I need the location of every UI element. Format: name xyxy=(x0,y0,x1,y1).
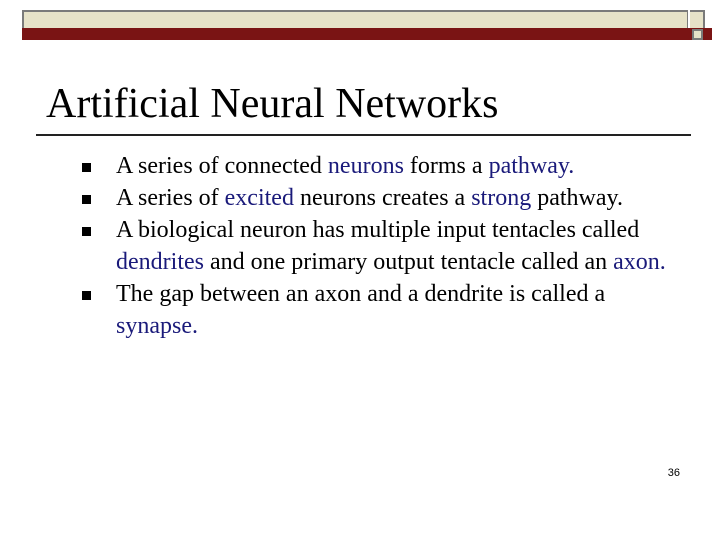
bullet-text: The gap between an axon and a dendrite is called a xyxy=(116,281,606,307)
bullet-text: A series of connected xyxy=(116,153,328,179)
square-bullet-icon xyxy=(82,163,91,172)
bullet-text: A series of xyxy=(116,185,225,211)
square-bullet-icon xyxy=(82,195,91,204)
bullet-text: forms a xyxy=(403,153,489,179)
highlighted-term: strong xyxy=(471,185,532,211)
slide-title: Artificial Neural Networks xyxy=(46,81,499,127)
bullet-item xyxy=(80,278,680,342)
header-bar-gap xyxy=(688,10,690,28)
square-bullet-icon xyxy=(82,291,91,300)
bullet-list xyxy=(80,150,680,342)
title-underline xyxy=(36,134,691,136)
bullet-text: neurons creates a xyxy=(293,185,472,211)
header-bar xyxy=(22,28,712,40)
page-number: 36 xyxy=(667,467,680,479)
bullet-text: A biological neuron has multiple input tentacles called xyxy=(116,217,640,243)
bullet-text: and one primary output tentacle called an xyxy=(203,249,614,275)
highlighted-term: dendrites xyxy=(116,249,204,275)
header-corner-square xyxy=(692,29,703,40)
bullet-item xyxy=(80,182,680,214)
highlighted-term: axon. xyxy=(613,249,666,275)
highlighted-term: synapse. xyxy=(116,313,198,339)
highlighted-term: pathway. xyxy=(488,153,575,179)
square-bullet-icon xyxy=(82,227,91,236)
bullet-item xyxy=(80,214,680,278)
highlighted-term: neurons xyxy=(327,153,404,179)
bullet-text: pathway. xyxy=(531,185,623,211)
bullet-item xyxy=(80,150,680,182)
highlighted-term: excited xyxy=(224,185,294,211)
